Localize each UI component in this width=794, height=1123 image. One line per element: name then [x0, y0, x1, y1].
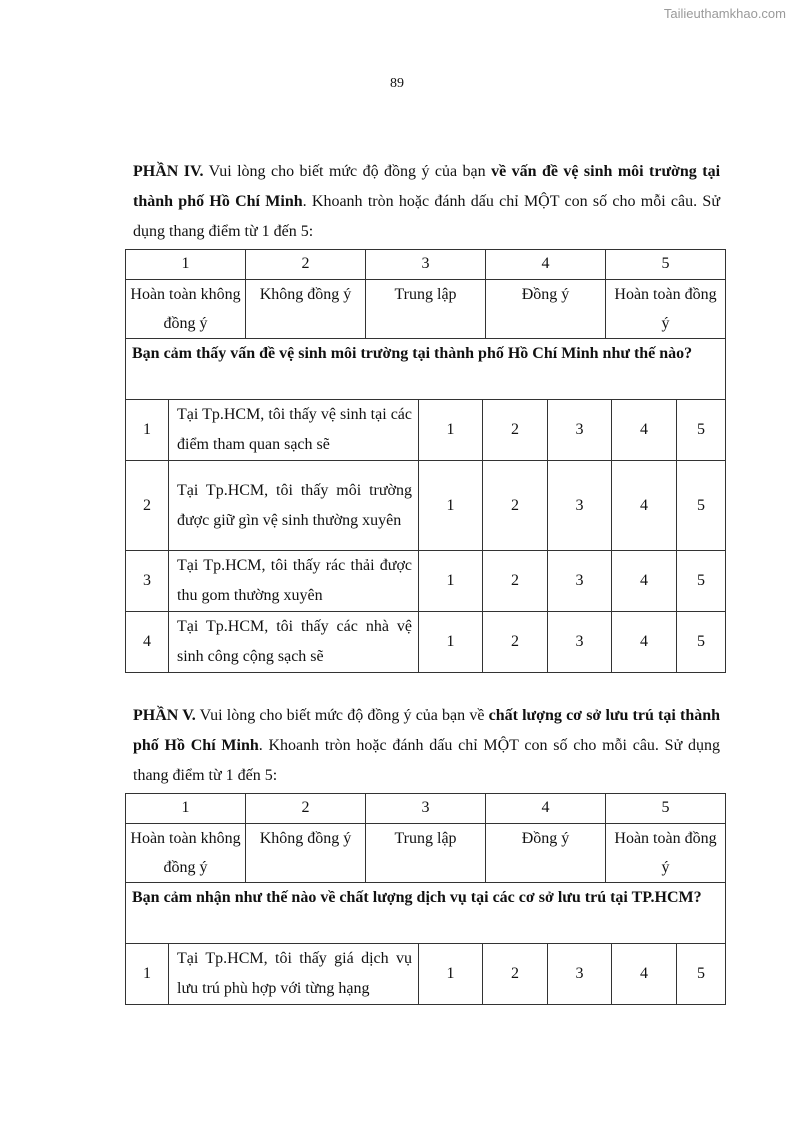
part5-section	[130, 701, 721, 1005]
scale-number: 4	[486, 250, 606, 280]
option-4[interactable]: 4	[612, 400, 677, 461]
scale-number: 2	[246, 794, 366, 824]
scale-label: Trung lập	[366, 824, 486, 883]
option-4[interactable]: 4	[612, 944, 677, 1005]
option-1[interactable]: 1	[419, 944, 483, 1005]
option-4[interactable]: 4	[612, 551, 677, 612]
part4-question: Bạn cảm thấy vấn đề vệ sinh môi trường tại thành phố Hồ Chí Minh như thế nào?	[126, 339, 726, 400]
table-row	[126, 551, 726, 612]
option-3[interactable]: 3	[548, 461, 612, 551]
item-text: Tại Tp.HCM, tôi thấy vệ sinh tại các điểm tham quan sạch sẽ	[169, 400, 419, 461]
part4-section	[130, 157, 721, 673]
table-row	[126, 400, 726, 461]
scale-number: 5	[606, 250, 726, 280]
item-number: 1	[126, 944, 169, 1005]
option-3[interactable]: 3	[548, 944, 612, 1005]
scale-number: 3	[366, 250, 486, 280]
scale-label: Không đồng ý	[246, 824, 366, 883]
table-row	[126, 461, 726, 551]
option-2[interactable]: 2	[483, 400, 548, 461]
option-3[interactable]: 3	[548, 612, 612, 673]
option-2[interactable]: 2	[483, 551, 548, 612]
scale-label: Hoàn toàn đồng ý	[606, 824, 726, 883]
option-4[interactable]: 4	[612, 461, 677, 551]
item-text: Tại Tp.HCM, tôi thấy các nhà vệ sinh công cộng sạch sẽ	[169, 612, 419, 673]
part5-text-a: Vui lòng cho biết mức độ đồng ý của bạn về	[195, 707, 489, 724]
scale-number: 5	[606, 794, 726, 824]
option-5[interactable]: 5	[677, 461, 726, 551]
part5-text-bold: chất lượng cơ sở lưu trú tại thành phố Hồ Chí Minh	[133, 707, 721, 754]
option-5[interactable]: 5	[677, 551, 726, 612]
part4-scale-table	[125, 249, 726, 339]
part4-text-a: Vui lòng cho biết mức độ đồng ý của bạn	[203, 163, 492, 180]
scale-label: Hoàn toàn đồng ý	[606, 280, 726, 339]
option-2[interactable]: 2	[483, 461, 548, 551]
option-5[interactable]: 5	[677, 612, 726, 673]
item-text: Tại Tp.HCM, tôi thấy rác thải được thu gom thường xuyên	[169, 551, 419, 612]
part4-intro	[133, 157, 720, 247]
option-2[interactable]: 2	[483, 944, 548, 1005]
scale-label: Trung lập	[366, 280, 486, 339]
part5-label: PHẦN V.	[133, 707, 196, 724]
item-text: Tại Tp.HCM, tôi thấy giá dịch vụ lưu trú phù hợp với từng hạng	[169, 944, 419, 1005]
option-4[interactable]: 4	[612, 612, 677, 673]
scale-label: Đồng ý	[486, 280, 606, 339]
scale-label: Đồng ý	[486, 824, 606, 883]
part5-text-b: . Khoanh tròn hoặc đánh dấu chỉ MỘT con số cho mỗi câu. Sử dụng thang điểm từ 1 đến 5:	[133, 737, 721, 784]
option-1[interactable]: 1	[419, 551, 483, 612]
part5-items-table	[125, 883, 726, 1005]
item-number: 2	[126, 461, 169, 551]
option-1[interactable]: 1	[419, 612, 483, 673]
part4-text-b: . Khoanh tròn hoặc đánh dấu chỉ MỘT con số cho mỗi câu. Sử dụng thang điểm từ 1 đến 5:	[133, 193, 720, 240]
option-5[interactable]: 5	[677, 400, 726, 461]
item-number: 4	[126, 612, 169, 673]
option-3[interactable]: 3	[548, 400, 612, 461]
item-text: Tại Tp.HCM, tôi thấy môi trường được giữ gìn vệ sinh thường xuyên	[169, 461, 419, 551]
table-row	[126, 944, 726, 1005]
option-1[interactable]: 1	[419, 461, 483, 551]
scale-number: 4	[486, 794, 606, 824]
scale-number: 2	[246, 250, 366, 280]
scale-number: 3	[366, 794, 486, 824]
part4-label: PHẦN IV.	[133, 163, 204, 180]
scale-label: Không đồng ý	[246, 280, 366, 339]
scale-number: 1	[126, 794, 246, 824]
table-row	[126, 612, 726, 673]
option-2[interactable]: 2	[483, 612, 548, 673]
part4-text-bold: về vấn đề vệ sinh môi trường tại thành phố Hồ Chí Minh	[133, 163, 721, 210]
option-5[interactable]: 5	[677, 944, 726, 1005]
scale-label: Hoàn toàn không đồng ý	[126, 280, 246, 339]
watermark: Tailieuthamkhao.com	[663, 6, 786, 21]
page-number: 89	[390, 76, 404, 91]
part5-scale-table	[125, 793, 726, 883]
part4-items-table	[125, 339, 726, 673]
part5-question: Bạn cảm nhận như thế nào về chất lượng dịch vụ tại các cơ sở lưu trú tại TP.HCM?	[126, 883, 726, 944]
part5-intro	[133, 701, 720, 791]
item-number: 3	[126, 551, 169, 612]
option-3[interactable]: 3	[548, 551, 612, 612]
option-1[interactable]: 1	[419, 400, 483, 461]
item-number: 1	[126, 400, 169, 461]
scale-number: 1	[126, 250, 246, 280]
scale-label: Hoàn toàn không đồng ý	[126, 824, 246, 883]
